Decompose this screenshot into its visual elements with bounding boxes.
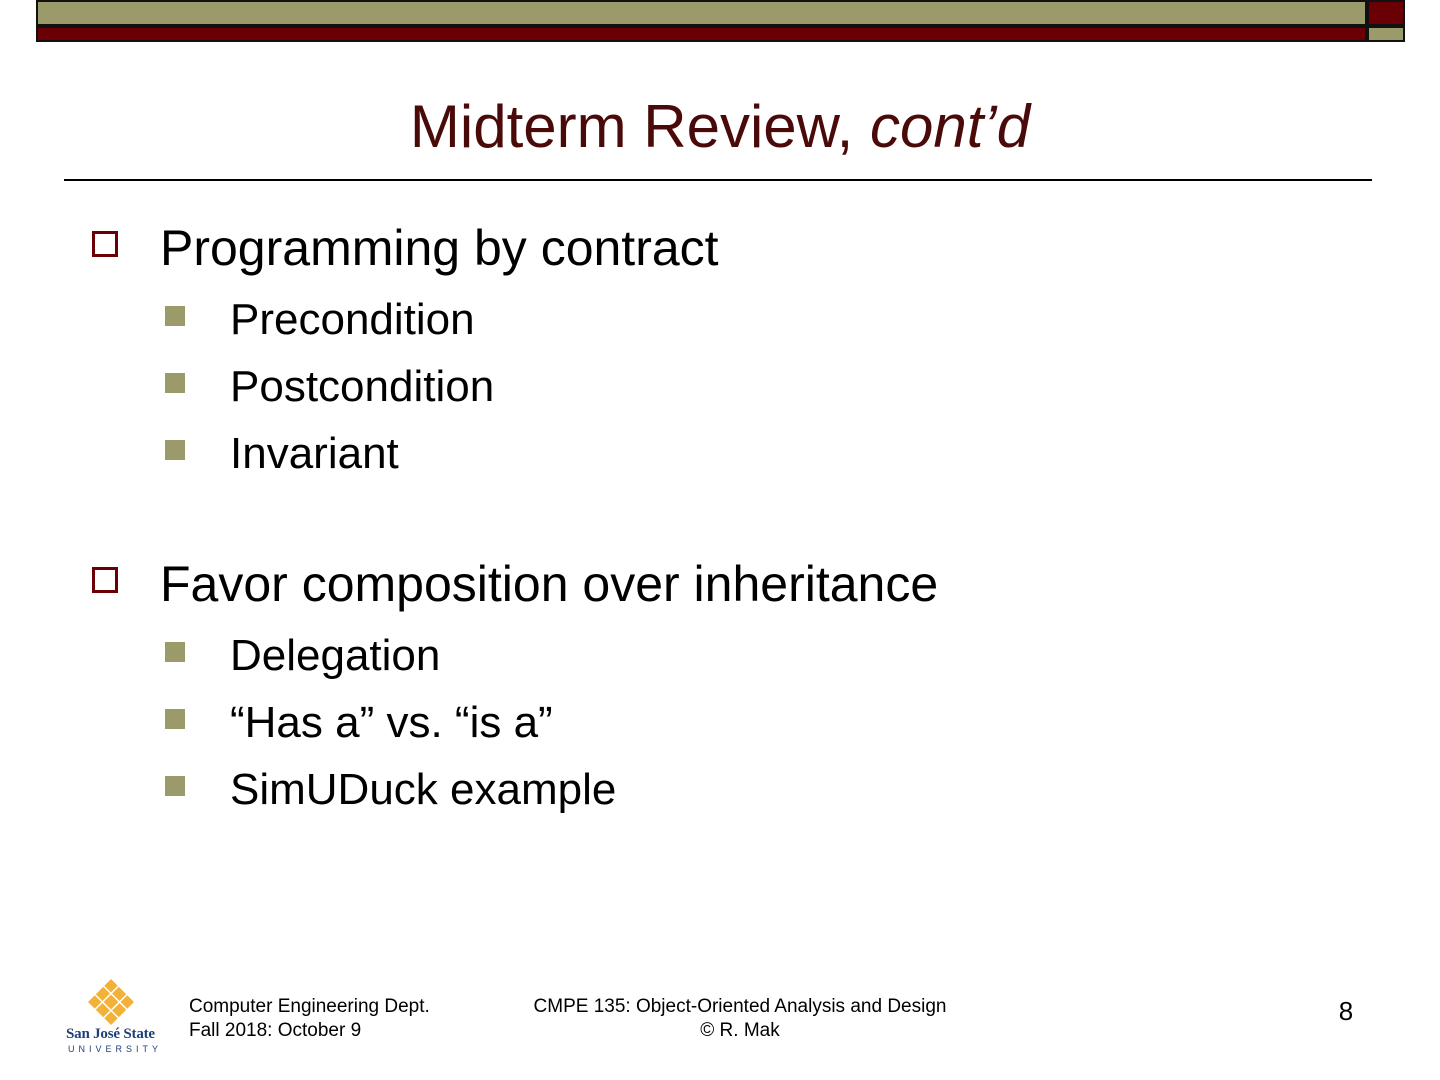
header-maroon-square [1367, 0, 1405, 26]
filled-square-bullet-icon [165, 709, 185, 729]
footer-course: CMPE 135: Object-Oriented Analysis and Design [533, 996, 947, 1017]
square-bullet-icon [92, 567, 118, 593]
footer-dept: Computer Engineering Dept. [189, 996, 430, 1017]
list-item: Delegation [230, 631, 441, 680]
slide-title-italic: cont’d [870, 93, 1031, 160]
logo-subtitle: UNIVERSITY [68, 1044, 163, 1054]
section-heading-2: Favor composition over inheritance [160, 556, 939, 612]
logo-name: San José State [66, 1026, 155, 1042]
page-number: 8 [1338, 996, 1354, 1026]
filled-square-bullet-icon [165, 776, 185, 796]
header-olive-bar [36, 0, 1367, 26]
title-divider [64, 179, 1372, 181]
list-item: Invariant [230, 429, 399, 478]
square-bullet-icon [92, 231, 118, 257]
filled-square-bullet-icon [165, 642, 185, 662]
header-olive-square [1367, 26, 1405, 42]
filled-square-bullet-icon [165, 440, 185, 460]
filled-square-bullet-icon [165, 373, 185, 393]
footer-copyright: © R. Mak [700, 1020, 780, 1041]
footer-center [470, 995, 1010, 1043]
footer-date: Fall 2018: October 9 [189, 1020, 362, 1041]
slide-title [0, 92, 1440, 162]
list-item: Precondition [230, 295, 475, 344]
filled-square-bullet-icon [165, 306, 185, 326]
footer-left [189, 995, 430, 1043]
header-maroon-bar [36, 26, 1367, 42]
list-item: Postcondition [230, 362, 495, 411]
section-heading-1: Programming by contract [160, 220, 719, 276]
slide-title-main: Midterm Review, [409, 93, 854, 160]
list-item: “Has a” vs. “is a” [230, 698, 553, 747]
list-item: SimUDuck example [230, 765, 617, 814]
